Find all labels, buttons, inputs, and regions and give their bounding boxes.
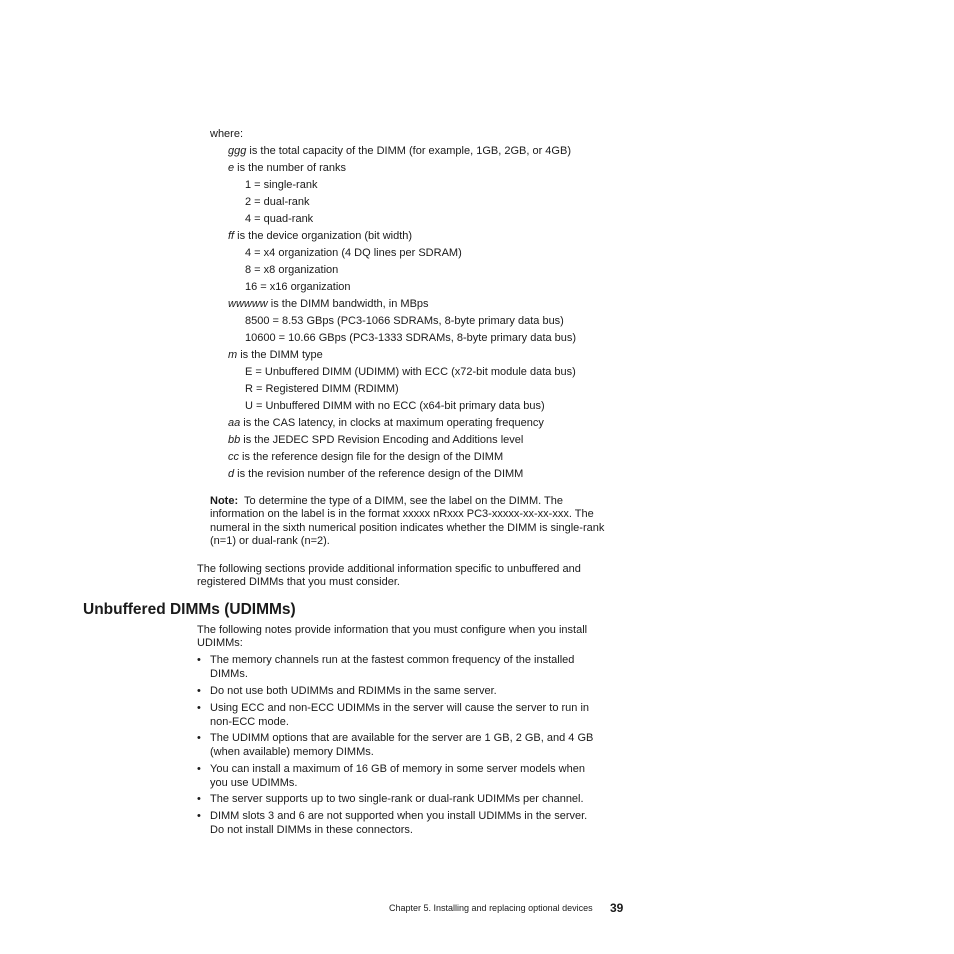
where-label: where: [210,128,244,140]
def-cc [228,451,503,464]
def-ff-item: 4 = x4 organization (4 DQ lines per SDRAM) [245,247,462,259]
section-intro-line: UDIMMs: [197,637,243,649]
def-wwwww [228,298,429,311]
bullet-line: DIMM slots 3 and 6 are not supported when you install UDIMMs in the server. [210,810,588,822]
bullet-marker: • [197,654,201,666]
def-m-item: U = Unbuffered DIMM with no ECC (x64-bit primary data bus) [245,400,545,412]
note-line: information on the label is in the format xxxxx nRxxx PC3-xxxxx-xx-xx-xxx. The [210,508,594,520]
def-desc: is the CAS latency, in clocks at maximum operating frequency [240,417,544,429]
def-desc: is the reference design file for the design of the DIMM [239,451,504,463]
bullet-line: You can install a maximum of 16 GB of memory in some server models when [210,763,585,775]
def-term: e [228,162,235,174]
def-desc: is the device organization (bit width) [234,230,413,242]
def-ff-item: 16 = x16 organization [245,281,351,293]
bullet-marker: • [197,763,201,775]
bullet-item [210,702,589,729]
bullet-item [210,810,587,837]
bullet-line: The memory channels run at the fastest common frequency of the installed [210,654,575,666]
def-desc: is the total capacity of the DIMM (for example, 1GB, 2GB, or 4GB) [246,145,571,157]
bullet-item [210,654,574,681]
section-intro-line: The following notes provide information that you must configure when you install [197,624,588,636]
bullet-marker: • [197,702,201,714]
def-m-item: R = Registered DIMM (RDIMM) [245,383,399,395]
bullet-line: non-ECC mode. [210,715,289,728]
def-d [228,468,523,481]
bullet-line: DIMMs. [210,667,248,680]
def-e [228,162,346,175]
note-line: (n=1) or dual-rank (n=2). [210,535,330,547]
bullet-line: Using ECC and non-ECC UDIMMs in the server will cause the server to run in [210,702,590,714]
bullet-line: (when available) memory DIMMs. [210,745,374,758]
bullet-line: Do not install DIMMs in these connectors. [210,823,413,836]
page-number: 39 [610,901,624,915]
bullet-line: Do not use both UDIMMs and RDIMMs in the same server. [210,685,497,697]
def-desc: is the DIMM bandwidth, in MBps [267,298,429,310]
bullet-marker: • [197,685,201,697]
bullet-marker: • [197,732,201,744]
def-term: d [228,468,235,480]
def-desc: is the number of ranks [234,162,347,174]
def-term: ggg [228,145,247,157]
note-line: numeral in the sixth numerical position indicates whether the DIMM is single-rank [210,522,605,534]
def-term: aa [228,417,241,429]
bullet-marker: • [197,793,201,805]
def-term: bb [228,434,241,446]
def-wwwww-item: 8500 = 8.53 GBps (PC3-1066 SDRAMs, 8-byte primary data bus) [245,315,564,327]
def-term: m [228,349,238,361]
note-label: Note: [210,495,239,507]
def-desc: is the JEDEC SPD Revision Encoding and Additions level [240,434,524,446]
bullet-item [210,732,593,759]
def-desc: is the DIMM type [237,349,323,361]
bullet-item [210,685,497,699]
def-m-item: E = Unbuffered DIMM (UDIMM) with ECC (x72-bit module data bus) [245,366,576,378]
def-bb [228,434,523,447]
def-aa [228,417,544,430]
intro-line: registered DIMMs that you must consider. [197,576,400,588]
def-m [228,349,323,362]
note-text: To determine the type of a DIMM, see the label on the DIMM. The [244,495,563,507]
section-heading: Unbuffered DIMMs (UDIMMs) [83,601,296,618]
def-desc: is the revision number of the reference design of the DIMM [234,468,524,480]
bullet-item [210,763,585,790]
def-ff-item: 8 = x8 organization [245,264,339,276]
def-ggg [228,145,571,158]
bullet-item [210,793,584,807]
def-e-item: 2 = dual-rank [245,196,310,208]
intro-line: The following sections provide additional information specific to unbuffered and [197,563,581,575]
def-wwwww-item: 10600 = 10.66 GBps (PC3-1333 SDRAMs, 8-byte primary data bus) [245,332,577,344]
bullet-line: The UDIMM options that are available for the server are 1 GB, 2 GB, and 4 GB [210,732,594,744]
def-e-item: 4 = quad-rank [245,213,314,225]
def-term: wwwww [228,298,268,310]
bullet-line: you use UDIMMs. [210,776,298,789]
bullet-line: The server supports up to two single-rank or dual-rank UDIMMs per channel. [210,793,584,805]
def-term: cc [228,451,239,463]
note-line [210,495,563,508]
def-term: ff [228,230,235,242]
def-ff [228,230,412,243]
bullet-marker: • [197,810,201,822]
def-e-item: 1 = single-rank [245,179,318,191]
footer-chapter: Chapter 5. Installing and replacing optional devices [389,903,593,913]
